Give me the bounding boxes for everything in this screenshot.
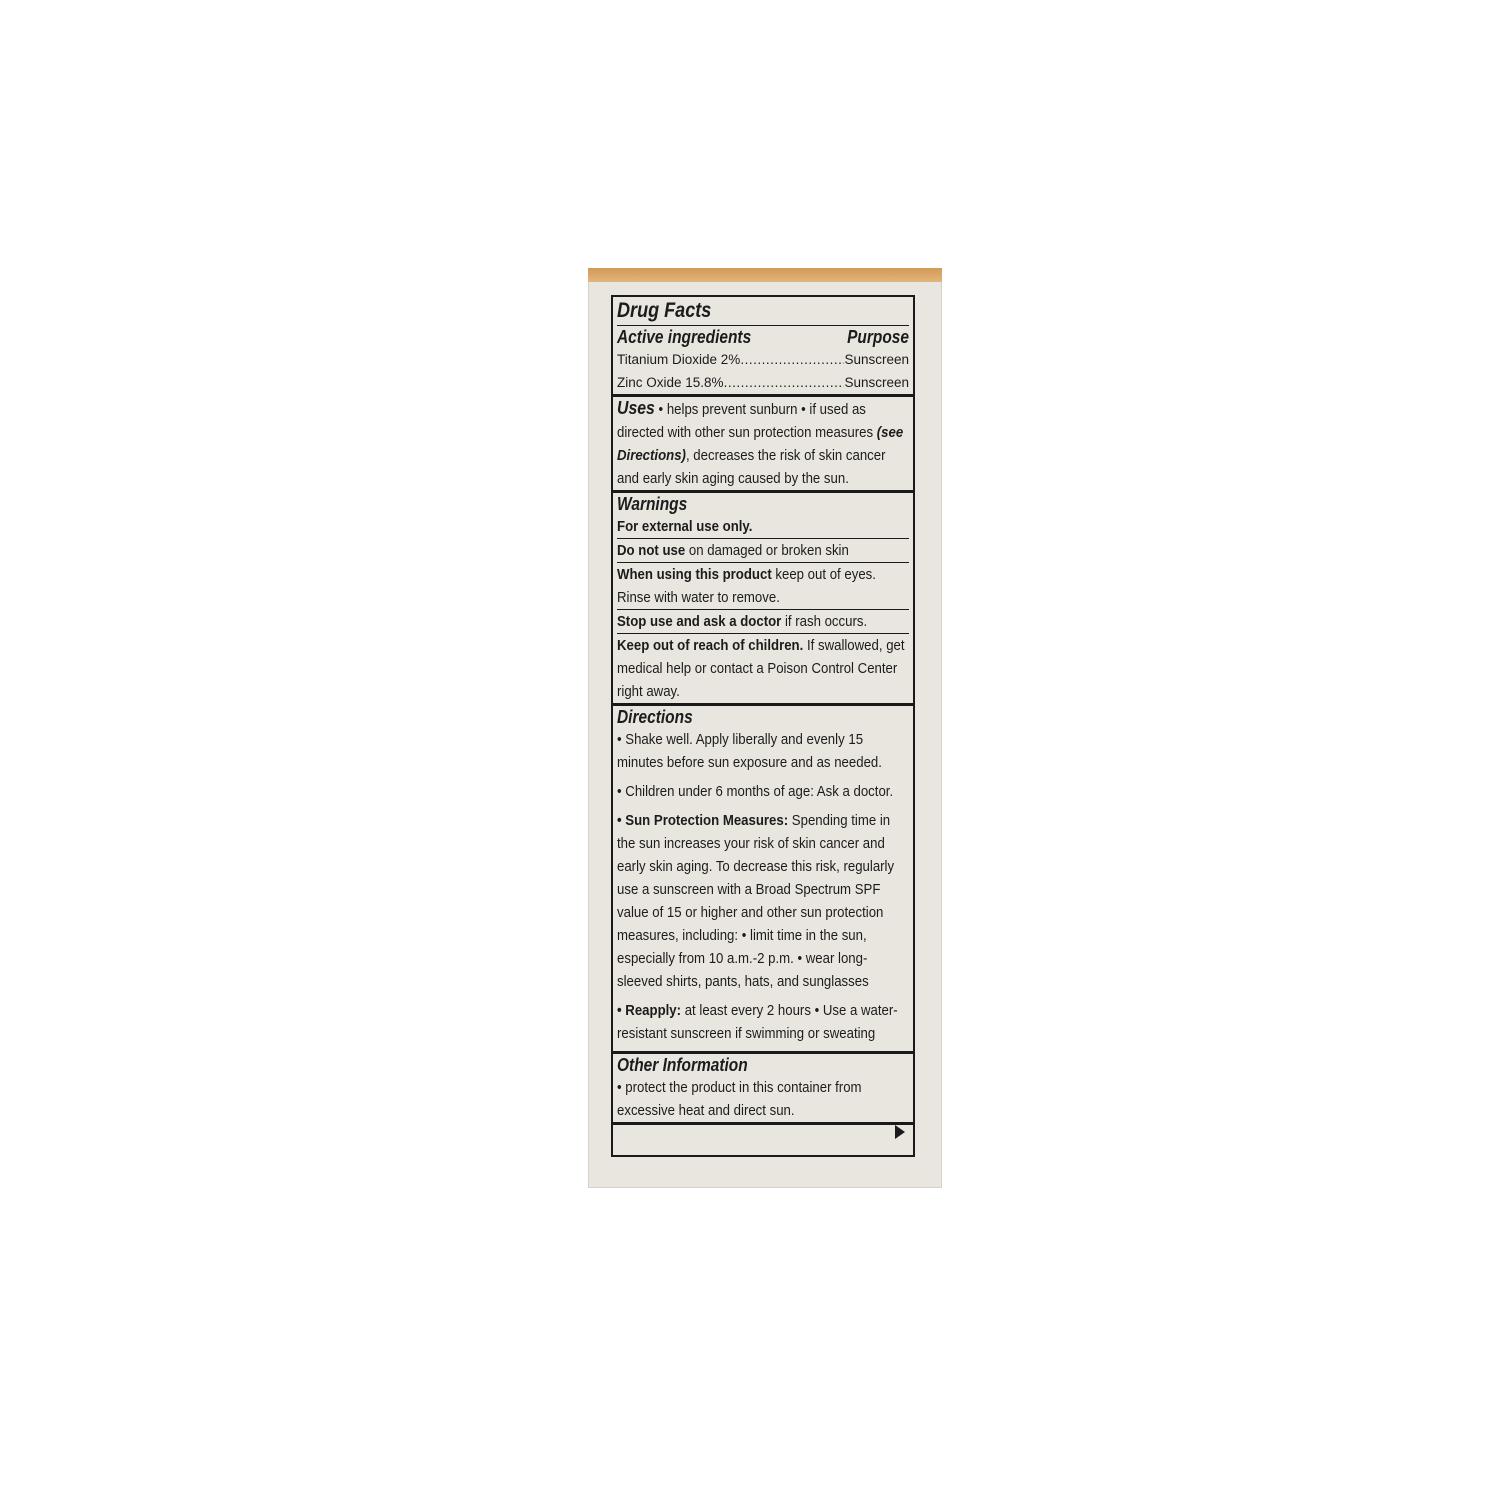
directions-section [613,706,913,1054]
warning-bold: Stop use and ask a doctor [617,613,782,630]
purpose-heading: Purpose [847,327,909,347]
ingredient-name: Titanium Dioxide 2% [617,352,741,367]
active-ingredients-heading: Active ingredients [617,327,752,347]
direction-paragraph [617,809,907,993]
uses-text [617,397,907,490]
warning-item [617,562,909,609]
warning-text [617,610,907,633]
warning-bold: Keep out of reach of children. [617,637,804,654]
direction-bold: • Sun Protection Measures: [617,812,789,829]
box-top-edge [588,268,942,282]
triangle-right-icon [895,1125,905,1139]
direction-paragraph: • Children under 6 months of age: Ask a doctor. [617,783,894,800]
drug-facts-panel [611,295,915,1157]
uses-text-2: , decreases the risk of skin cancer and early skin aging caused by the sun. [617,447,886,487]
warning-detail: on damaged or broken skin [685,542,849,559]
directions-heading: Directions [617,707,693,727]
warning-bold: When using this product [617,566,772,583]
leader-dots [740,348,844,371]
warning-text [617,563,907,609]
warning-detail: If swallowed, get medical help or contact a Poison Control Center right away. [617,637,905,700]
direction-paragraph [617,999,907,1045]
ingredient-purpose: Sunscreen [844,375,909,390]
sunscreen-box-back [588,268,942,1188]
warning-item [617,633,909,703]
warning-item [617,538,909,562]
uses-heading: Uses [617,398,655,418]
warning-detail: keep out of eyes. Rinse with water to remove. [617,566,876,606]
direction-detail: Spending time in the sun increases your risk of skin cancer and early skin aging. To decrease this risk, regularly use a sunscreen with a Broad Spectrum SPF value of 15 or higher and other sun protection measures, including: • limit time in the sun, especially from 10 a.m.-2 p.m. • wear long-sleeved shirts, pants, hats, and sunglasses [617,812,895,990]
external-use-warning [617,515,907,538]
ingredient-row [617,371,909,394]
leader-dots [724,371,845,394]
active-ingredients-header [617,325,909,348]
ingredient-name: Zinc Oxide 15.8% [617,375,724,390]
other-information-text: • protect the product in this container from excessive heat and direct sun. [617,1079,862,1119]
drug-facts-title: Drug Facts [617,299,712,322]
active-ingredients-section [613,297,913,397]
external-use-text: For external use only. [617,518,753,535]
warnings-heading: Warnings [617,494,688,514]
warning-bold: Do not use [617,542,686,559]
other-information-section [613,1054,913,1125]
ingredient-purpose: Sunscreen [844,352,909,367]
warnings-section [613,493,913,706]
direction-paragraph: • Shake well. Apply liberally and evenly 15 minutes before sun exposure and as needed. [617,731,882,771]
warning-detail: if rash occurs. [781,613,868,630]
warning-item [617,609,909,633]
warning-text [617,539,907,562]
ingredient-row [617,348,909,371]
uses-section [613,397,913,493]
warning-text [617,634,907,703]
other-information-heading: Other Information [617,1055,748,1075]
uses-text-1: • helps prevent sunburn • if used as directed with other sun protection measures [617,401,877,441]
see-directions: (see Directions) [617,424,904,464]
direction-bold: • Reapply: [617,1002,682,1019]
direction-detail: at least every 2 hours • Use a water-resistant sunscreen if swimming or sweating [617,1002,898,1042]
